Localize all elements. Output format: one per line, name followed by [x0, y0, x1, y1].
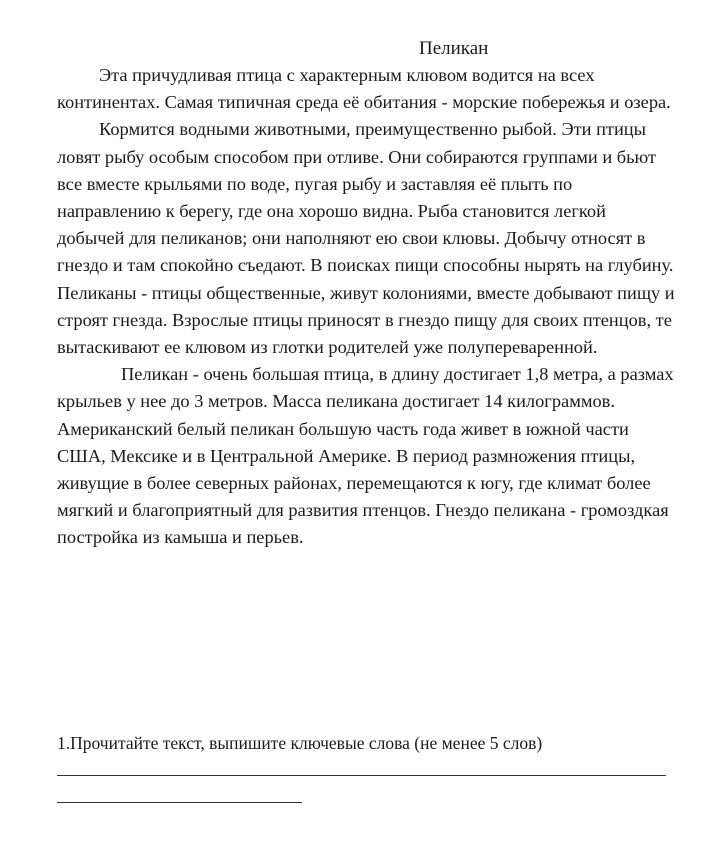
paragraph-2: Кормится водными животными, преимущественно рыбой. Эти птицы ловят рыбу особым способом при отливе. Они собираются группами и бьют все вместе крыльями по воде, пугая рыбу и заставляя её плыть по направлению к берегу, где она хорошо видна. Рыба становится легкой добычей для пеликанов; они наполняют ею свои клювы. Добычу относят в гнездо и там спокойно съедают. В поисках пищи способны нырять на глубину. Пеликаны - птицы общественные, живут колониями, вместе добывают пищу и строят гнезда. Взрослые птицы приносят в гнездо пищу для своих птенцов, те вытаскивают ее клювом из глотки родителей уже полупереваренной. — [57, 119, 675, 358]
paragraph-1: Эта причудливая птица с характерным клювом водится на всех континентах. Самая типичная среда её обитания - морские побережья и озера. — [57, 65, 671, 113]
document-title: Пеликан — [419, 38, 489, 59]
answer-line-1[interactable] — [57, 775, 666, 776]
task-instruction: 1.Прочитайте текст, выпишите ключевые слова (не менее 5 слов) — [57, 733, 543, 753]
answer-line-2[interactable] — [57, 802, 302, 803]
paragraph-3: Пеликан - очень большая птица, в длину достигает 1,8 метра, а размах крыльев у нее до 3 метров. Масса пеликана достигает 14 килограммов. Американский белый пеликан большую часть года живет в южной части США, Мексике и в Центральной Америке. В период размножения птицы, живущие в более северных районах, перемещаются к югу, где климат более мягкий и благоприятный для развития птенцов. Гнездо пеликана - громоздкая постройка из камыша и перьев. — [57, 364, 674, 548]
article-body — [57, 62, 677, 552]
